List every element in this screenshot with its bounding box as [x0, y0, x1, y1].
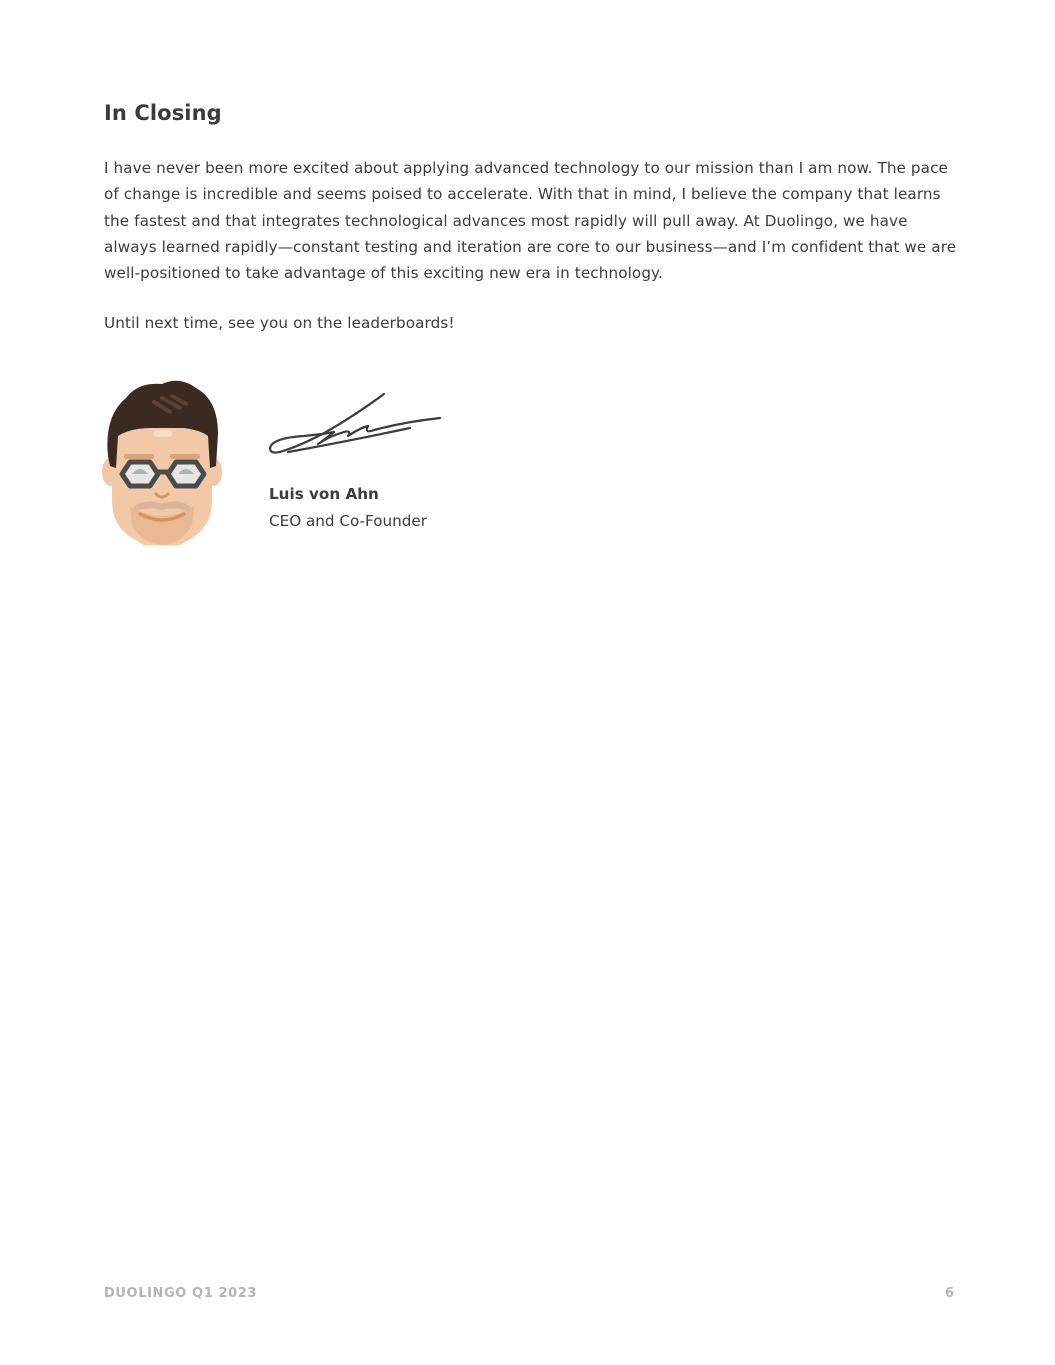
signer-name: Luis von Ahn: [269, 485, 379, 503]
signer-title: CEO and Co-Founder: [269, 512, 428, 530]
page-title: In Closing: [104, 101, 222, 125]
footer-report-label: DUOLINGO Q1 2023: [104, 1286, 258, 1301]
handwritten-signature-icon: [264, 388, 446, 468]
closing-paragraph: I have never been more excited about applying advanced technology to our mission than I am now. The pace of change is incredible and seems poised to accelerate. With that in mind, I believe the company that learns the fastest and that integrates technological advances most rapidly will pull away. At Duolingo, we have always learned rapidly—constant testing and iteration are core to our business—and I’m confident that we are well-positioned to take advantage of this exciting new era in technology.: [104, 159, 957, 283]
page-number: 6: [944, 1286, 954, 1301]
ceo-portrait-icon: [100, 376, 224, 548]
farewell-paragraph: Until next time, see you on the leaderboards!: [104, 314, 455, 332]
